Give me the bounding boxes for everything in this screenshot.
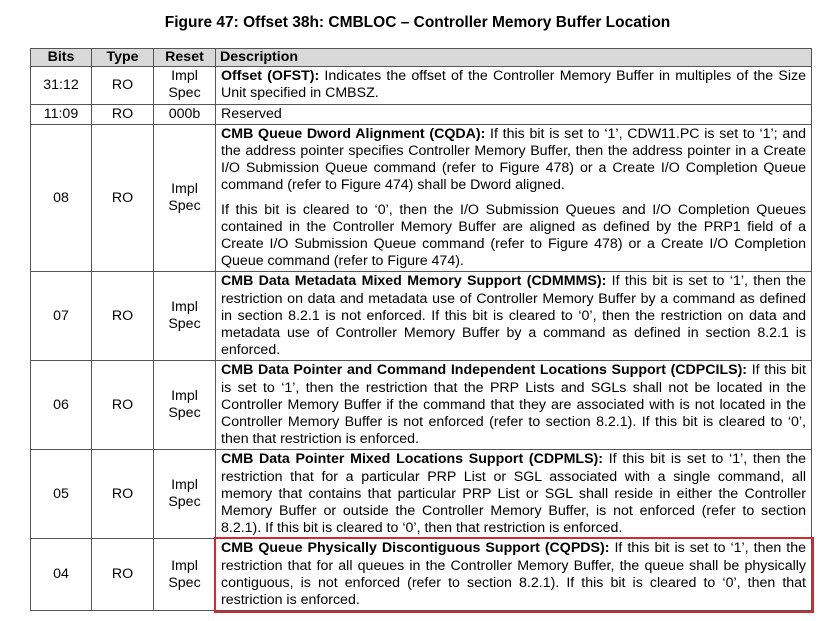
cell-description [216, 272, 812, 361]
cell-description [216, 450, 812, 539]
cell-reset: 000b [154, 104, 216, 124]
cell-type: RO [92, 124, 154, 272]
cell-reset: Impl Spec [154, 539, 216, 611]
table-row [31, 539, 812, 611]
cell-bits: 31:12 [31, 67, 92, 104]
cell-type: RO [92, 539, 154, 611]
cell-type: RO [92, 450, 154, 539]
cell-bits: 05 [31, 450, 92, 539]
cell-bits: 07 [31, 272, 92, 361]
cell-bits: 04 [31, 539, 92, 611]
cell-description [216, 67, 812, 104]
header-type: Type [92, 49, 154, 67]
figure-title: Figure 47: Offset 38h: CMBLOC – Controller Memory Buffer Location [164, 14, 671, 31]
cell-reset: Impl Spec [154, 361, 216, 450]
highlighted-description [216, 539, 812, 611]
cell-reset: Impl Spec [154, 124, 216, 272]
table-row [31, 124, 812, 272]
field-text: Reserved [221, 105, 282, 122]
field-name: CMB Data Pointer and Command Independent Locations Support (CDPCILS): [221, 362, 748, 379]
field-name: CMB Data Metadata Mixed Memory Support (CDMMMS): [221, 273, 607, 290]
cell-type: RO [92, 361, 154, 450]
field-name: CMB Data Pointer Mixed Locations Support (CDPMLS): [221, 451, 603, 468]
field-text: If this bit is set to ‘1’, then the restriction that the PRP Lists and SGLs shall not be located in the Controller Memory Buffer if the command that they are associated with is not located in the Controller Memory Buffer is not enforced (refer to section 8.2.1). If this bit is cleared to ‘0’, then that restriction is enforced. [221, 362, 806, 448]
field-text: If this bit is set to ‘1’, CDW11.PC is set to ‘1’; and the address pointer specifies Controller Memory Buffer, then the address pointer in a Create I/O Submission Queue command (refer to Figure 478) or a Create I/O Completion Queue command (refer to Figure 474) shall be Dword aligned. [221, 125, 806, 194]
cell-reset: Impl Spec [154, 272, 216, 361]
field-text: Indicates the offset of the Controller Memory Buffer in multiples of the Size Unit specified in CMBSZ. [221, 68, 807, 102]
cell-bits: 08 [31, 124, 92, 272]
cell-type: RO [92, 104, 154, 124]
table-row [31, 361, 812, 450]
cell-bits: 06 [31, 361, 92, 450]
field-text: If this bit is set to ‘1’, then the restriction that for a particular PRP List or SGL associated with a single command, all memory that contains that particular PRP List or SGL shall reside in either the Controller Memory Buffer or outside the Controller Memory Buffer, is not enforced (refer to section 8.2.1). If this bit is cleared to ‘0’, then that restriction is enforced. [221, 451, 806, 537]
field-name: CMB Queue Dword Alignment (CQDA): [221, 125, 486, 142]
header-reset: Reset [154, 49, 216, 67]
cell-bits: 11:09 [31, 104, 92, 124]
table-row [31, 450, 812, 539]
cell-description [216, 124, 812, 272]
cell-reset: Impl Spec [154, 67, 216, 104]
cell-type: RO [92, 272, 154, 361]
cell-description [216, 104, 812, 124]
cell-type: RO [92, 67, 154, 104]
table-row [31, 272, 812, 361]
register-table [30, 48, 812, 611]
header-description: Description [216, 49, 812, 67]
field-name: CMB Queue Physically Discontiguous Support (CQPDS): [221, 540, 610, 557]
table-row [31, 67, 812, 104]
field-text: If this bit is set to ‘1’, then the restriction on data and metadata use of Controller Memory Buffer by a command as defined in section 8.2.1 is not enforced. If this bit is cleared to ‘0’, then the restriction on data and metadata use of Controller Memory Buffer by a command as defined in section 8.2.1 is enforced. [221, 273, 806, 359]
cell-description [216, 361, 812, 450]
table-row [31, 104, 812, 124]
field-text: If this bit is set to ‘1’, then the restriction that for all queues in the Controller Memory Buffer, the queue shall be physically contiguous, is not enforced (refer to section 8.2.1). If this bit is cleared to ‘0’, then that restriction is enforced. [221, 540, 806, 609]
header-row [31, 49, 812, 67]
field-text-2: If this bit is cleared to ‘0’, then the I/O Submission Queues and I/O Completion Queues contained in the Controller Memory Buffer are aligned as defined by the PRP1 field of a Create I/O Submission Queue command (refer to Figure 478) or a Create I/O Completion Queue command (refer to Figure 474). [221, 201, 806, 270]
header-bits: Bits [31, 49, 92, 67]
cell-reset: Impl Spec [154, 450, 216, 539]
field-name: Offset (OFST): [221, 68, 320, 85]
